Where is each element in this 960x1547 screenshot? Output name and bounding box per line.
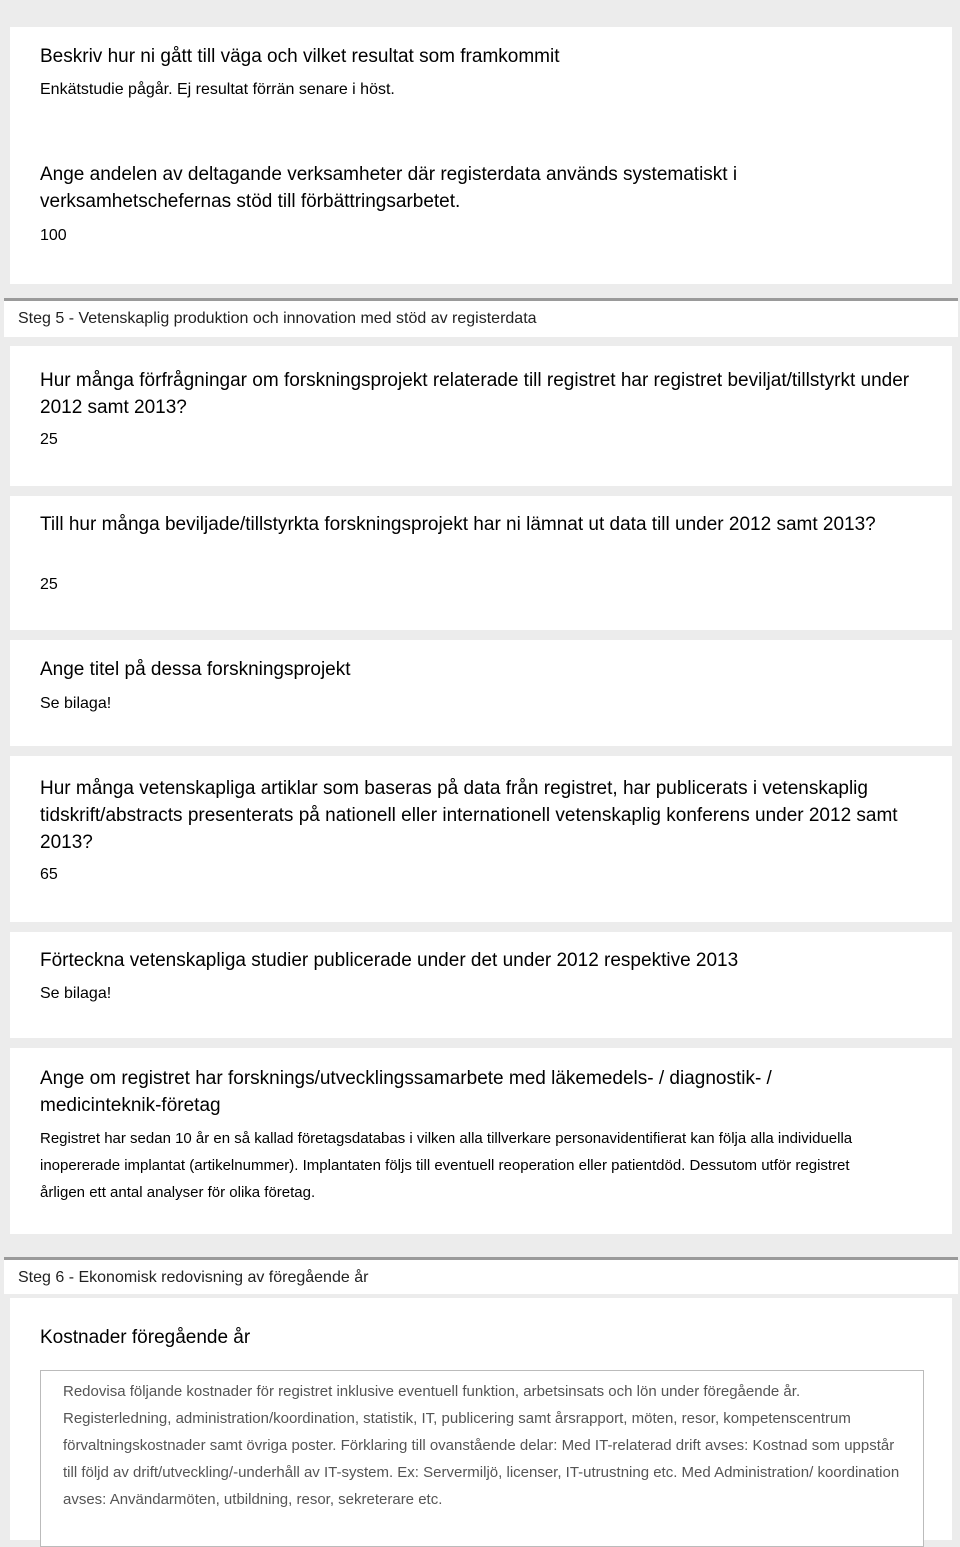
answer-text: 25 [40,576,58,593]
question-label: Förteckna vetenskapliga studier publicerade under det under 2012 respektive 2013 [40,950,739,971]
section-title: Steg 6 - Ekonomisk redovisning av föregående år [18,1269,369,1286]
section-header-step6 [4,1257,958,1294]
answer-text: Registret har sedan 10 år en så kallad företagsdatabas i vilken alla tillverkare personavidentifierat kan följa alla individuella inopererade implantat (artikelnummer). Implantaten följs till eventuell reoperation eller patientdöd. Dessutom utför registret årligen ett antal analyser för olika företag. [40,1130,853,1201]
question-label: Hur många vetenskapliga artiklar som baseras på data från registret, har publicerats i vetenskaplig tidskrift/abstracts presenterats på nationell eller internationell vetenskaplig konferens under 2012 samt 2013? [40,778,898,853]
question-label: Till hur många beviljade/tillstyrkta forskningsprojekt har ni lämnat ut data till under 2012 samt 2013? [40,514,876,535]
section-title: Steg 5 - Vetenskaplig produktion och innovation med stöd av registerdata [18,310,537,327]
answer-text: Se bilaga! [40,985,112,1002]
question-card [10,932,952,1038]
costs-info-text: Redovisa följande kostnader för registret inklusive eventuell funktion, arbetsinsats och lön under föregående år. Registerledning, administration/koordination, statistik, IT, publicering samt årsrapport, möten, resor, kompetenscentrum förvaltningskostnader samt övriga poster. Förklaring till ovanstående delar: Med IT-relaterad drift avses: Kostnad som uppstår till följd av drift/utveckling/-underhåll av IT-system. Ex: Servermiljö, licenser, IT-utrustning etc. Med Administration/ koordination avses: Användarmöten, utbildning, resor, sekreterare etc. [63,1383,900,1508]
question-label: Ange andelen av deltagande verksamheter där registerdata används systematiskt i verksamhetschefernas stöd till förbättringsarbetet. [40,164,738,212]
question-label: Ange titel på dessa forskningsprojekt [40,659,351,680]
answer-text: 100 [40,227,67,244]
question-label: Beskriv hur ni gått till väga och vilket resultat som framkommit [40,46,560,67]
question-card [10,496,952,630]
answer-text: 25 [40,431,58,448]
costs-card [10,1298,952,1540]
costs-info-box [40,1370,924,1547]
costs-heading: Kostnader föregående år [40,1327,251,1348]
section-header-step5 [4,298,958,337]
question-label: Ange om registret har forsknings/utvecklingssamarbete med läkemedels- / diagnostik- / medicinteknik-företag [40,1068,772,1116]
question-card [10,1048,952,1234]
answer-text: Enkätstudie pågår. Ej resultat förrän senare i höst. [40,81,395,98]
question-label: Hur många förfrågningar om forskningsprojekt relaterade till registret har registret beviljat/tillstyrkt under 2012 samt 2013? [40,370,910,418]
question-card [10,346,952,486]
question-card [10,640,952,746]
answer-text: 65 [40,866,58,883]
answer-text: Se bilaga! [40,695,112,712]
question-card [10,756,952,922]
question-card [10,27,952,284]
